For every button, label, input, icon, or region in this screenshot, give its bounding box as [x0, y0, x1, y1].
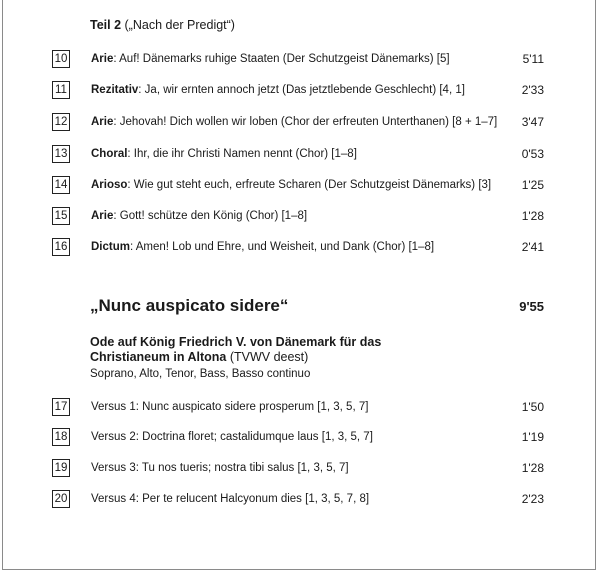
track-number: 12 [52, 113, 70, 131]
track-row [0, 81, 599, 101]
work-subtitle-line [90, 350, 381, 365]
track-number: 14 [52, 176, 70, 194]
track-title [91, 146, 357, 162]
track-row [0, 145, 599, 165]
track-text: : Jehovah! Dich wollen wir loben (Chor der erfreuten Unterthanen) [8 + 1–7] [113, 116, 498, 128]
work-duration: 9'55 [519, 299, 544, 314]
track-duration: 1'50 [521, 400, 544, 414]
track-row [0, 113, 599, 133]
track-title: Versus 3: Tu nos tueris; nostra tibi salus [1, 3, 5, 7] [91, 462, 349, 474]
track-form: Dictum [91, 241, 130, 253]
work-subtitle [90, 335, 381, 365]
track-text: : Wie gut steht euch, erfreute Scharen (Der Schutzgeist Dänemarks) [3] [127, 179, 492, 191]
track-number: 10 [52, 50, 70, 68]
track-row [0, 490, 599, 510]
track-number: 16 [52, 238, 70, 256]
track-duration: 1'19 [521, 430, 544, 444]
track-title [91, 82, 465, 98]
track-row [0, 207, 599, 227]
section-label: Teil 2 [90, 18, 122, 32]
track-number: 13 [52, 145, 70, 163]
section-heading [90, 18, 235, 32]
track-row [0, 459, 599, 479]
section-subtitle: („Nach der Predigt“) [124, 18, 235, 32]
track-row [0, 238, 599, 258]
work-subtitle-line: Ode auf König Friedrich V. von Dänemark für das [90, 335, 382, 349]
track-duration: 5'11 [522, 52, 544, 66]
track-number: 19 [52, 459, 70, 477]
track-form: Arioso [91, 179, 128, 191]
work-title: „Nunc auspicato sidere“ [90, 296, 289, 315]
track-form: Choral [91, 148, 128, 160]
work-catalog: (TVWV deest) [226, 350, 309, 364]
track-number: 18 [52, 428, 70, 446]
track-title: Versus 4: Per te relucent Halcyonum dies [1, 3, 5, 7, 8] [91, 493, 370, 505]
track-title [91, 208, 307, 224]
track-text: : Gott! schütze den König (Chor) [1–8] [113, 210, 308, 222]
track-title: Versus 2: Doctrina floret; castalidumque laus [1, 3, 5, 7] [91, 431, 373, 443]
track-title: Versus 1: Nunc auspicato sidere prosperum [1, 3, 5, 7] [91, 401, 369, 413]
track-form: Arie [91, 116, 114, 128]
track-form: Rezitativ [91, 84, 139, 96]
track-form: Arie [91, 53, 114, 65]
track-duration: 0'53 [521, 147, 544, 161]
track-title [91, 114, 497, 130]
work-subtitle-line-2: Christianeum in Altona [90, 350, 227, 364]
track-row [0, 50, 599, 70]
track-duration: 1'25 [521, 178, 544, 192]
track-duration: 2'23 [521, 492, 544, 506]
track-text: : Amen! Lob und Ehre, und Weisheit, und Dank (Chor) [1–8] [129, 241, 435, 253]
track-number: 17 [52, 398, 70, 416]
track-number: 20 [52, 490, 70, 508]
track-text: : Ihr, die ihr Christi Namen nennt (Chor) [1–8] [127, 148, 357, 160]
track-duration: 2'41 [521, 240, 544, 254]
track-title [91, 177, 491, 193]
track-duration: 2'33 [521, 83, 544, 97]
work-scoring: Soprano, Alto, Tenor, Bass, Basso continuo [90, 368, 311, 380]
track-duration: 3'47 [521, 115, 544, 129]
track-number: 15 [52, 207, 70, 225]
track-title [91, 51, 450, 67]
track-row [0, 428, 599, 448]
track-form: Arie [91, 210, 114, 222]
track-row [0, 176, 599, 196]
track-text: : Auf! Dänemarks ruhige Staaten (Der Schutzgeist Dänemarks) [5] [113, 53, 450, 65]
track-number: 11 [52, 81, 70, 99]
track-title [91, 239, 434, 255]
track-duration: 1'28 [521, 461, 544, 475]
track-duration: 1'28 [521, 209, 544, 223]
track-text: : Ja, wir ernten annoch jetzt (Das jetztlebende Geschlecht) [4, 1] [138, 84, 465, 96]
track-row [0, 398, 599, 418]
